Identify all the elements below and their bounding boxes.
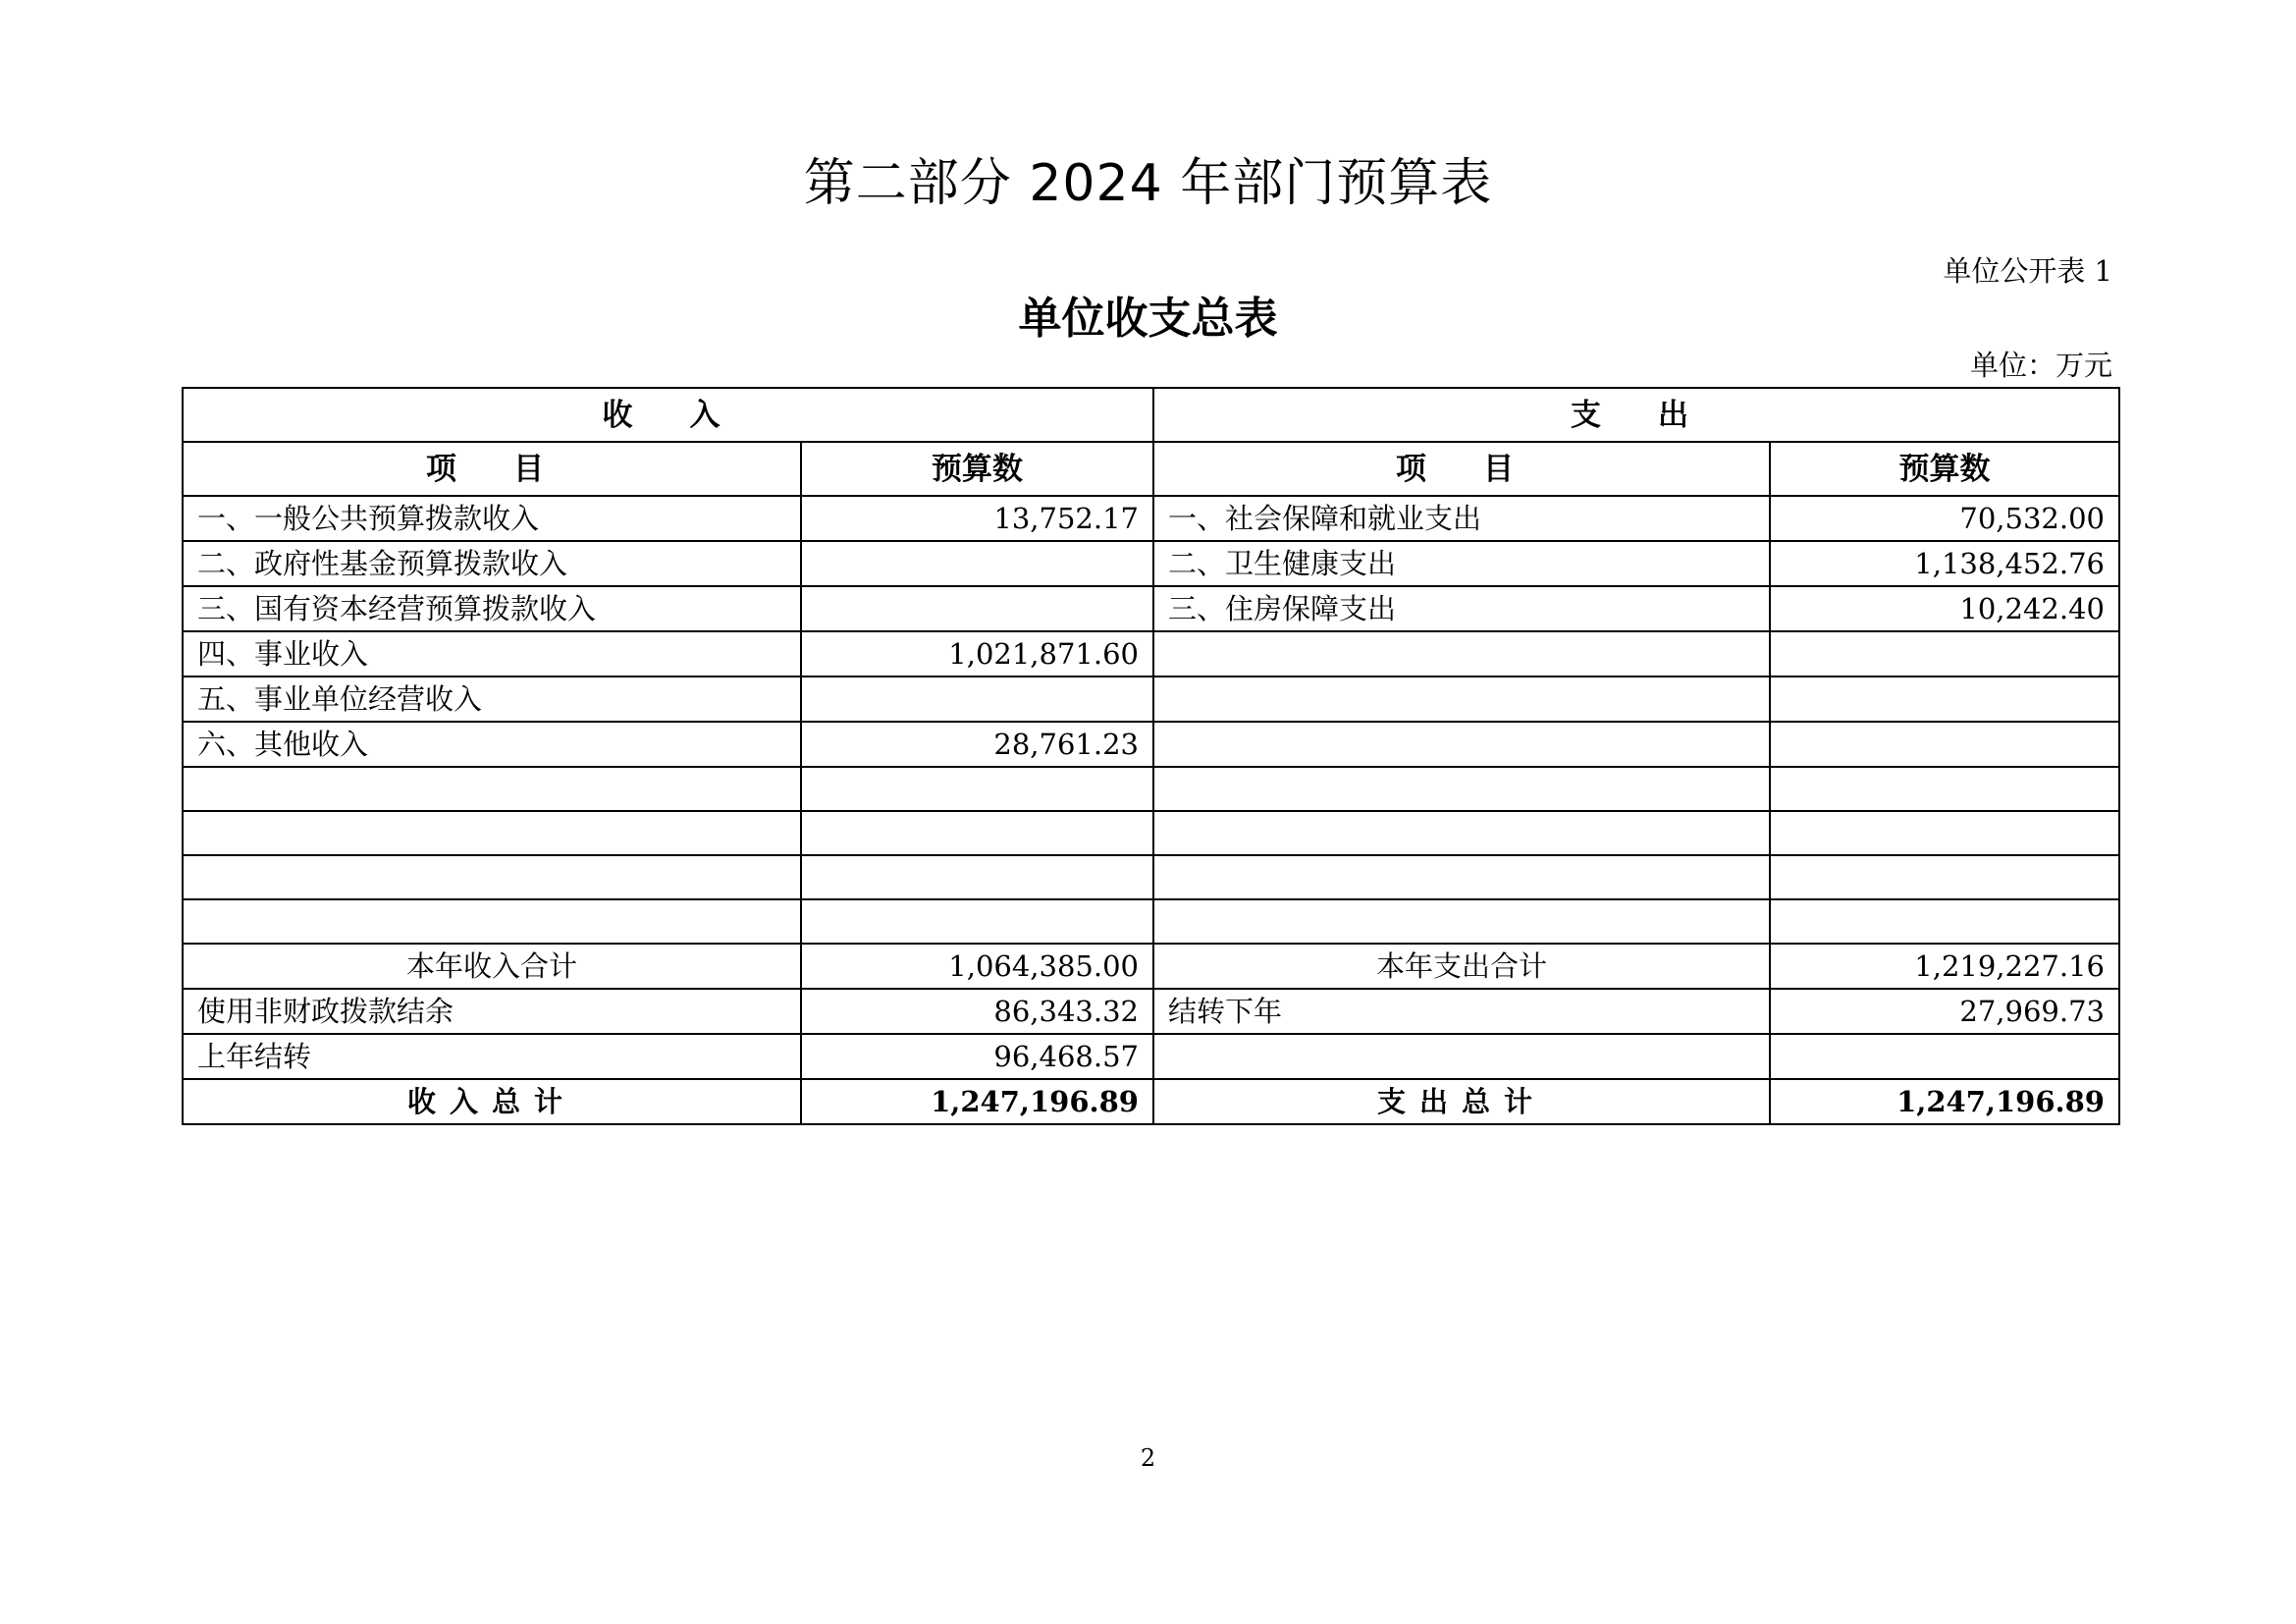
income-value-cell: 86,343.32 (801, 989, 1153, 1034)
table-row (183, 811, 2119, 855)
expense-item-cell (1153, 722, 1770, 767)
table-row (183, 989, 2119, 1034)
income-value-cell (801, 899, 1153, 944)
page-number: 2 (1140, 1444, 1156, 1472)
expense-value-cell (1770, 899, 2119, 944)
income-item-cell: 六、其他收入 (183, 722, 801, 767)
section-header-row (183, 388, 2119, 442)
income-item-cell (183, 767, 801, 811)
table-row (183, 631, 2119, 677)
expense-value-cell (1770, 1034, 2119, 1079)
expense-value-cell (1770, 677, 2119, 722)
expense-value-cell: 1,138,452.76 (1770, 541, 2119, 586)
expense-item-cell: 二、卫生健康支出 (1153, 541, 1770, 586)
income-item-cell: 一、一般公共预算拨款收入 (183, 496, 801, 541)
expense-budget-header: 预算数 (1770, 442, 2119, 496)
expense-item-cell (1153, 767, 1770, 811)
expense-item-cell (1153, 899, 1770, 944)
income-value-cell: 13,752.17 (801, 496, 1153, 541)
income-value-cell: 1,021,871.60 (801, 631, 1153, 677)
income-item-cell (183, 899, 801, 944)
income-value-cell (801, 541, 1153, 586)
income-value-cell: 96,468.57 (801, 1034, 1153, 1079)
income-subtotal-value: 1,064,385.00 (801, 944, 1153, 989)
income-item-cell: 上年结转 (183, 1034, 801, 1079)
table-row (183, 496, 2119, 541)
expense-value-cell: 27,969.73 (1770, 989, 2119, 1034)
expense-value-cell (1770, 631, 2119, 677)
expense-item-cell (1153, 631, 1770, 677)
expense-item-cell (1153, 811, 1770, 855)
income-item-cell (183, 811, 801, 855)
expense-total-value: 1,247,196.89 (1770, 1079, 2119, 1124)
expense-item-header: 项目 (1153, 442, 1770, 496)
table-row (183, 899, 2119, 944)
budget-summary-table (182, 387, 2120, 1125)
income-section-header: 收入 (183, 388, 1153, 442)
income-item-cell: 三、国有资本经营预算拨款收入 (183, 586, 801, 631)
table-row (183, 722, 2119, 767)
expense-item-cell (1153, 677, 1770, 722)
income-value-cell (801, 855, 1153, 899)
expense-subtotal-label: 本年支出合计 (1153, 944, 1770, 989)
table-row (183, 541, 2119, 586)
table-row (183, 855, 2119, 899)
income-item-cell (183, 855, 801, 899)
income-value-cell (801, 677, 1153, 722)
total-row (183, 1079, 2119, 1124)
unit-label: 单位：万元 (1969, 349, 2112, 382)
income-value-cell (801, 811, 1153, 855)
expense-item-cell (1153, 1034, 1770, 1079)
expense-item-cell: 结转下年 (1153, 989, 1770, 1034)
expense-item-cell (1153, 855, 1770, 899)
subtotal-row (183, 944, 2119, 989)
income-item-cell: 四、事业收入 (183, 631, 801, 677)
expense-value-cell (1770, 767, 2119, 811)
table-title: 单位收支总表 (1018, 294, 1278, 344)
expense-value-cell: 70,532.00 (1770, 496, 2119, 541)
expense-subtotal-value: 1,219,227.16 (1770, 944, 2119, 989)
part-title: 第二部分 2024 年部门预算表 (803, 154, 1493, 213)
income-subtotal-label: 本年收入合计 (183, 944, 801, 989)
expense-item-cell: 一、社会保障和就业支出 (1153, 496, 1770, 541)
table-row (183, 767, 2119, 811)
income-item-header: 项目 (183, 442, 801, 496)
income-budget-header: 预算数 (801, 442, 1153, 496)
table-row (183, 677, 2119, 722)
expense-item-cell: 三、住房保障支出 (1153, 586, 1770, 631)
income-value-cell (801, 586, 1153, 631)
table-row (183, 586, 2119, 631)
income-total-label: 收入总计 (183, 1079, 801, 1124)
expense-value-cell: 10,242.40 (1770, 586, 2119, 631)
expense-value-cell (1770, 722, 2119, 767)
income-item-cell: 五、事业单位经营收入 (183, 677, 801, 722)
table-row (183, 1034, 2119, 1079)
income-item-cell: 二、政府性基金预算拨款收入 (183, 541, 801, 586)
form-code: 单位公开表 1 (1943, 254, 2112, 288)
expense-section-header: 支出 (1153, 388, 2119, 442)
expense-total-label: 支出总计 (1153, 1079, 1770, 1124)
expense-value-cell (1770, 855, 2119, 899)
income-total-value: 1,247,196.89 (801, 1079, 1153, 1124)
income-value-cell (801, 767, 1153, 811)
column-header-row (183, 442, 2119, 496)
income-item-cell: 使用非财政拨款结余 (183, 989, 801, 1034)
expense-value-cell (1770, 811, 2119, 855)
income-value-cell: 28,761.23 (801, 722, 1153, 767)
